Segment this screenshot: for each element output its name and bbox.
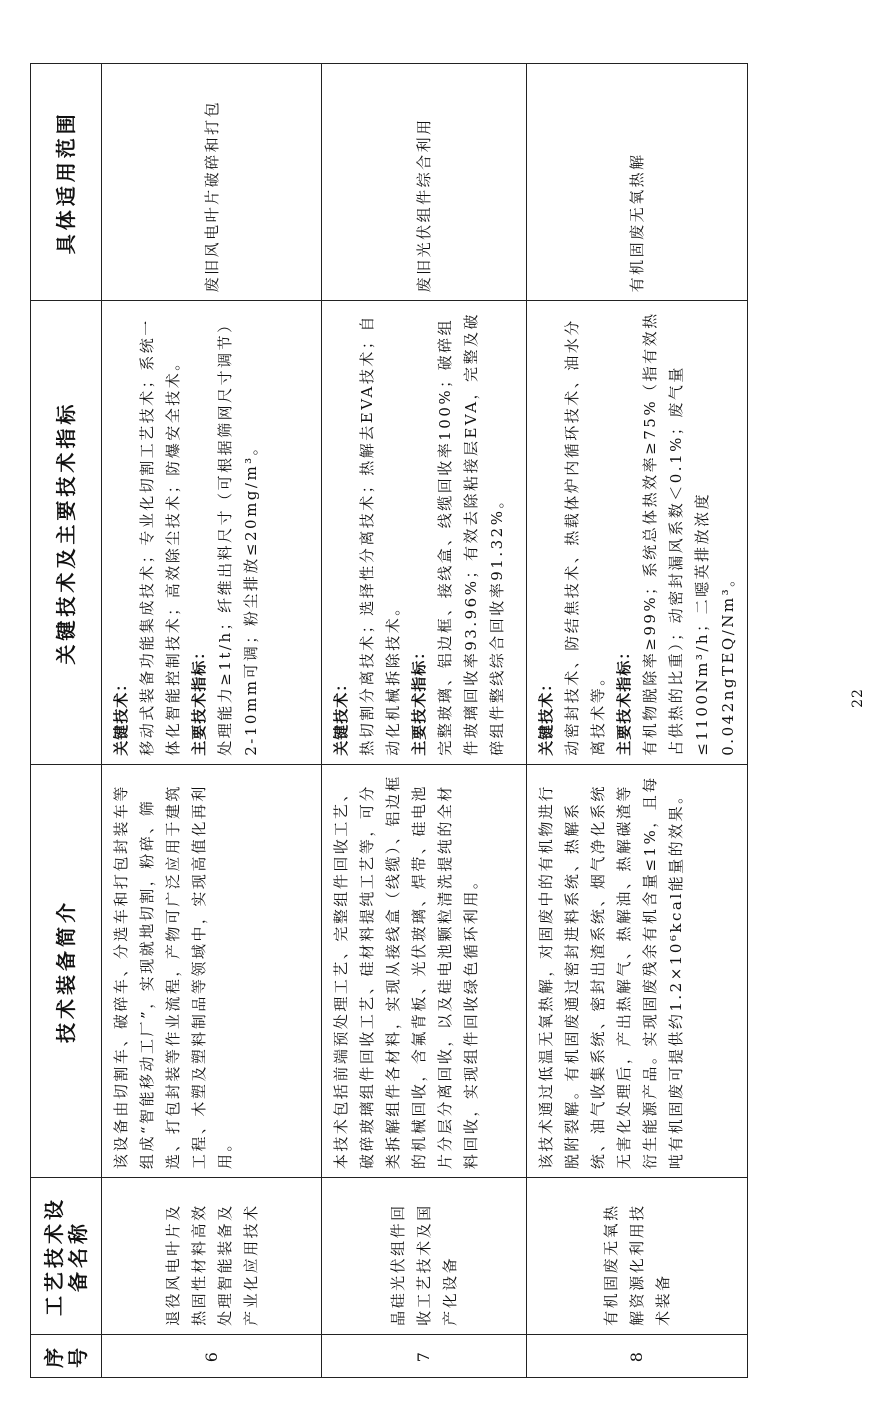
table-row	[322, 64, 527, 1378]
table-row	[527, 64, 748, 1378]
row-scope: 废旧光伏组件综合利用	[322, 64, 527, 301]
row-no: 6	[102, 1334, 322, 1377]
technology-table	[30, 63, 748, 1378]
key-tech-label: 关键技术：	[332, 675, 350, 756]
row-no: 8	[527, 1334, 748, 1377]
row-intro: 该技术通过低温无氧热解，对固废中的有机物进行脱附裂解。有机固废通过密封进料系统、热解系统、油气收集系统、密封出渣系统、烟气净化系统无害化处理后，产出热解气、热解油、热解碳渣等衍生能源产品。实现固废残余有机含量≤1%，且每吨有机固废可提供约1.2×10⁶kcal能量的效果。	[527, 764, 748, 1177]
row-no: 7	[322, 1334, 527, 1377]
row-tech	[102, 301, 322, 764]
header-name: 工艺技术设备名称	[31, 1178, 102, 1335]
key-tech-text: 动密封技术、防结焦技术、热载体炉内循环技术、油水分离技术等。	[563, 318, 607, 756]
main-index-label: 主要技术指标：	[410, 643, 428, 756]
key-tech-text: 热切割分离技术；选择性分离技术；热解去EVA技术；自动化机械拆除技术。	[358, 314, 402, 756]
row-intro: 该设备由切割车、破碎车、分选车和打包封装车等组成“智能移动工厂”，实现就地切割，粉碎、筛选、打包封装等作业流程，产物可广泛应用于建筑工程、木塑及塑料制品等领域中，实现高值化再利用。	[102, 764, 322, 1177]
table-header-row	[31, 64, 102, 1378]
main-index-label: 主要技术指标：	[190, 643, 208, 756]
key-tech-label: 关键技术：	[537, 675, 555, 756]
main-index-text: 有机物脱除率≥99%；系统总体热效率≥75%（指有效热占供热的比重）；动密封漏风系数＜0.1%；废气量≤1100Nm³/h；二噁英排放浓度0.042ngTEQ/Nm³。	[641, 311, 737, 756]
main-index-text: 处理能力≥1t/h；纤维出料尺寸（可根据筛网尺寸调节）2-10mm可调；粉尘排放≤20mg/m³。	[216, 315, 260, 756]
header-scope: 具体适用范围	[31, 64, 102, 301]
table-row	[102, 64, 322, 1378]
header-tech: 关键技术及主要技术指标	[31, 301, 102, 764]
header-intro: 技术装备简介	[31, 764, 102, 1177]
rotated-page	[30, 63, 737, 1378]
row-intro: 本技术包括前端预处理工艺、完整组件回收工艺、破碎玻璃组件回收工艺、硅材料提纯工艺等，可分类拆解组件各材料，实现从接线盒（线缆）、铝边框的机械回收，含氟背板、光伏玻璃、焊带、硅电池片分层分离回收，以及硅电池颗粒清洗提纯的全材料回收，实现组件回收绿色循环利用。	[322, 764, 527, 1177]
page-number: 22	[849, 688, 866, 708]
row-tech	[527, 301, 748, 764]
key-tech-text: 移动式装备功能集成技术；专业化切割工艺技术；系统一体化智能控制技术；高效除尘技术；防爆安全技术。	[138, 318, 182, 756]
row-name: 退役风电叶片及热固性材料高效处理智能装备及产业化应用技术	[102, 1178, 322, 1335]
header-no: 序号	[31, 1334, 102, 1377]
row-scope: 废旧风电叶片破碎和打包	[102, 64, 322, 301]
main-index-label: 主要技术指标：	[615, 643, 633, 756]
row-name: 有机固废无氧热解资源化利用技术装备	[527, 1178, 748, 1335]
row-name: 晶硅光伏组件回收工艺技术及国产化设备	[322, 1178, 527, 1335]
row-tech	[322, 301, 527, 764]
main-index-text: 完整玻璃、铝边框、接线盒、线缆回收率100%；破碎组件玻璃回收率93.96%；有效去除粘接层EVA，完整及破碎组件整线综合回收率91.32%。	[436, 311, 506, 756]
row-scope: 有机固废无氧热解	[527, 64, 748, 301]
key-tech-label: 关键技术：	[112, 675, 130, 756]
